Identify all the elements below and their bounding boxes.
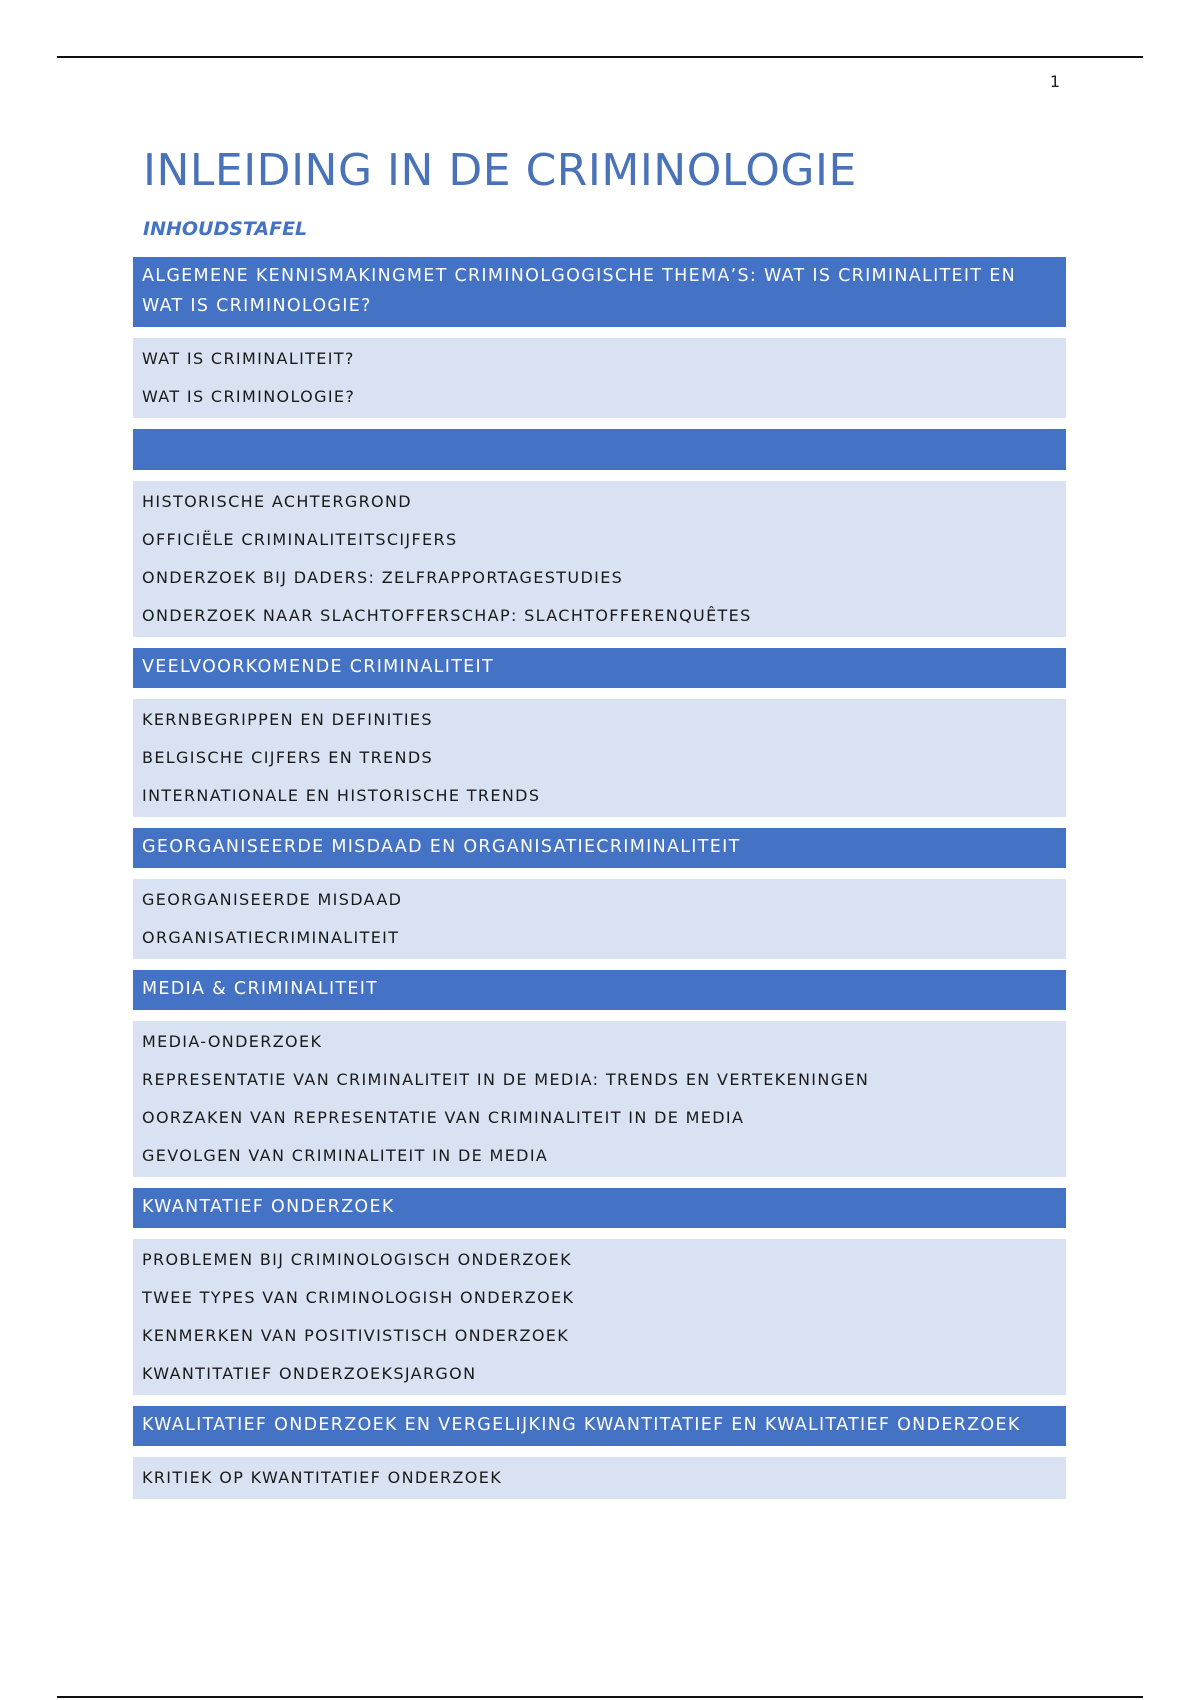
toc-subsection-item[interactable]: KWANTITATIEF ONDERZOEKSJARGON [142,1364,477,1383]
top-rule [57,56,1143,58]
toc-subsection-list [133,481,1066,637]
toc-subsection-item[interactable]: ORGANISATIECRIMINALITEIT [142,928,400,947]
toc-section [133,1188,1066,1395]
toc-subsection-item[interactable]: TWEE TYPES VAN CRIMINOLOGISH ONDERZOEK [142,1288,575,1307]
table-of-contents [133,257,1066,1510]
toc-section-header[interactable]: VEELVOORKOMENDE CRIMINALITEIT [133,648,1066,688]
toc-subsection-item[interactable]: HISTORISCHE ACHTERGROND [142,492,412,511]
toc-subsection-list [133,1239,1066,1395]
toc-section-header[interactable] [133,429,1066,470]
toc-subsection-item[interactable]: BELGISCHE CIJFERS EN TRENDS [142,748,434,767]
toc-section [133,648,1066,817]
toc-subsection-item[interactable]: KENMERKEN VAN POSITIVISTISCH ONDERZOEK [142,1326,570,1345]
toc-subsection-list [133,338,1066,418]
toc-subsection-item[interactable]: PROBLEMEN BIJ CRIMINOLOGISCH ONDERZOEK [142,1250,572,1269]
toc-section [133,257,1066,418]
toc-subsection-item[interactable]: INTERNATIONALE EN HISTORISCHE TRENDS [142,786,541,805]
toc-section-header[interactable]: GEORGANISEERDE MISDAAD EN ORGANISATIECRIMINALITEIT [133,828,1066,868]
toc-subsection-item[interactable]: ONDERZOEK BIJ DADERS: ZELFRAPPORTAGESTUDIES [142,568,624,587]
toc-subsection-item[interactable]: ONDERZOEK NAAR SLACHTOFFERSCHAP: SLACHTOFFERENQUÊTES [142,606,752,625]
toc-subsection-list [133,1021,1066,1177]
toc-section [133,1406,1066,1499]
toc-heading: INHOUDSTAFEL [143,218,308,240]
toc-section [133,970,1066,1177]
toc-subsection-item[interactable]: WAT IS CRIMINALITEIT? [142,349,355,368]
toc-subsection-item[interactable]: KERNBEGRIPPEN EN DEFINITIES [142,710,433,729]
toc-subsection-item[interactable]: GEVOLGEN VAN CRIMINALITEIT IN DE MEDIA [142,1146,549,1165]
toc-section-header[interactable]: KWANTATIEF ONDERZOEK [133,1188,1066,1228]
toc-section [133,429,1066,637]
toc-subsection-item[interactable]: OFFICIËLE CRIMINALITEITSCIJFERS [142,530,458,549]
toc-subsection-list [133,879,1066,959]
document-title: INLEIDING IN DE CRIMINOLOGIE [143,145,857,196]
bottom-rule [57,1696,1143,1698]
toc-section-header[interactable]: MEDIA & CRIMINALITEIT [133,970,1066,1010]
toc-subsection-item[interactable]: GEORGANISEERDE MISDAAD [142,890,403,909]
toc-subsection-item[interactable]: MEDIA-ONDERZOEK [142,1032,323,1051]
toc-section-header[interactable]: ALGEMENE KENNISMAKINGMET CRIMINOLGOGISCHE THEMA’S: WAT IS CRIMINALITEIT EN WAT IS CRIMINOLOGIE? [133,257,1066,327]
toc-section [133,828,1066,959]
toc-subsection-item[interactable]: KRITIEK OP KWANTITATIEF ONDERZOEK [142,1468,503,1487]
toc-subsection-list [133,699,1066,817]
page-number: 1 [1049,72,1060,91]
toc-subsection-list [133,1457,1066,1499]
toc-section-header[interactable]: KWALITATIEF ONDERZOEK EN VERGELIJKING KWANTITATIEF EN KWALITATIEF ONDERZOEK [133,1406,1066,1446]
toc-subsection-item[interactable]: OORZAKEN VAN REPRESENTATIE VAN CRIMINALITEIT IN DE MEDIA [142,1108,745,1127]
toc-subsection-item[interactable]: WAT IS CRIMINOLOGIE? [142,387,356,406]
toc-subsection-item[interactable]: REPRESENTATIE VAN CRIMINALITEIT IN DE MEDIA: TRENDS EN VERTEKENINGEN [142,1070,870,1089]
